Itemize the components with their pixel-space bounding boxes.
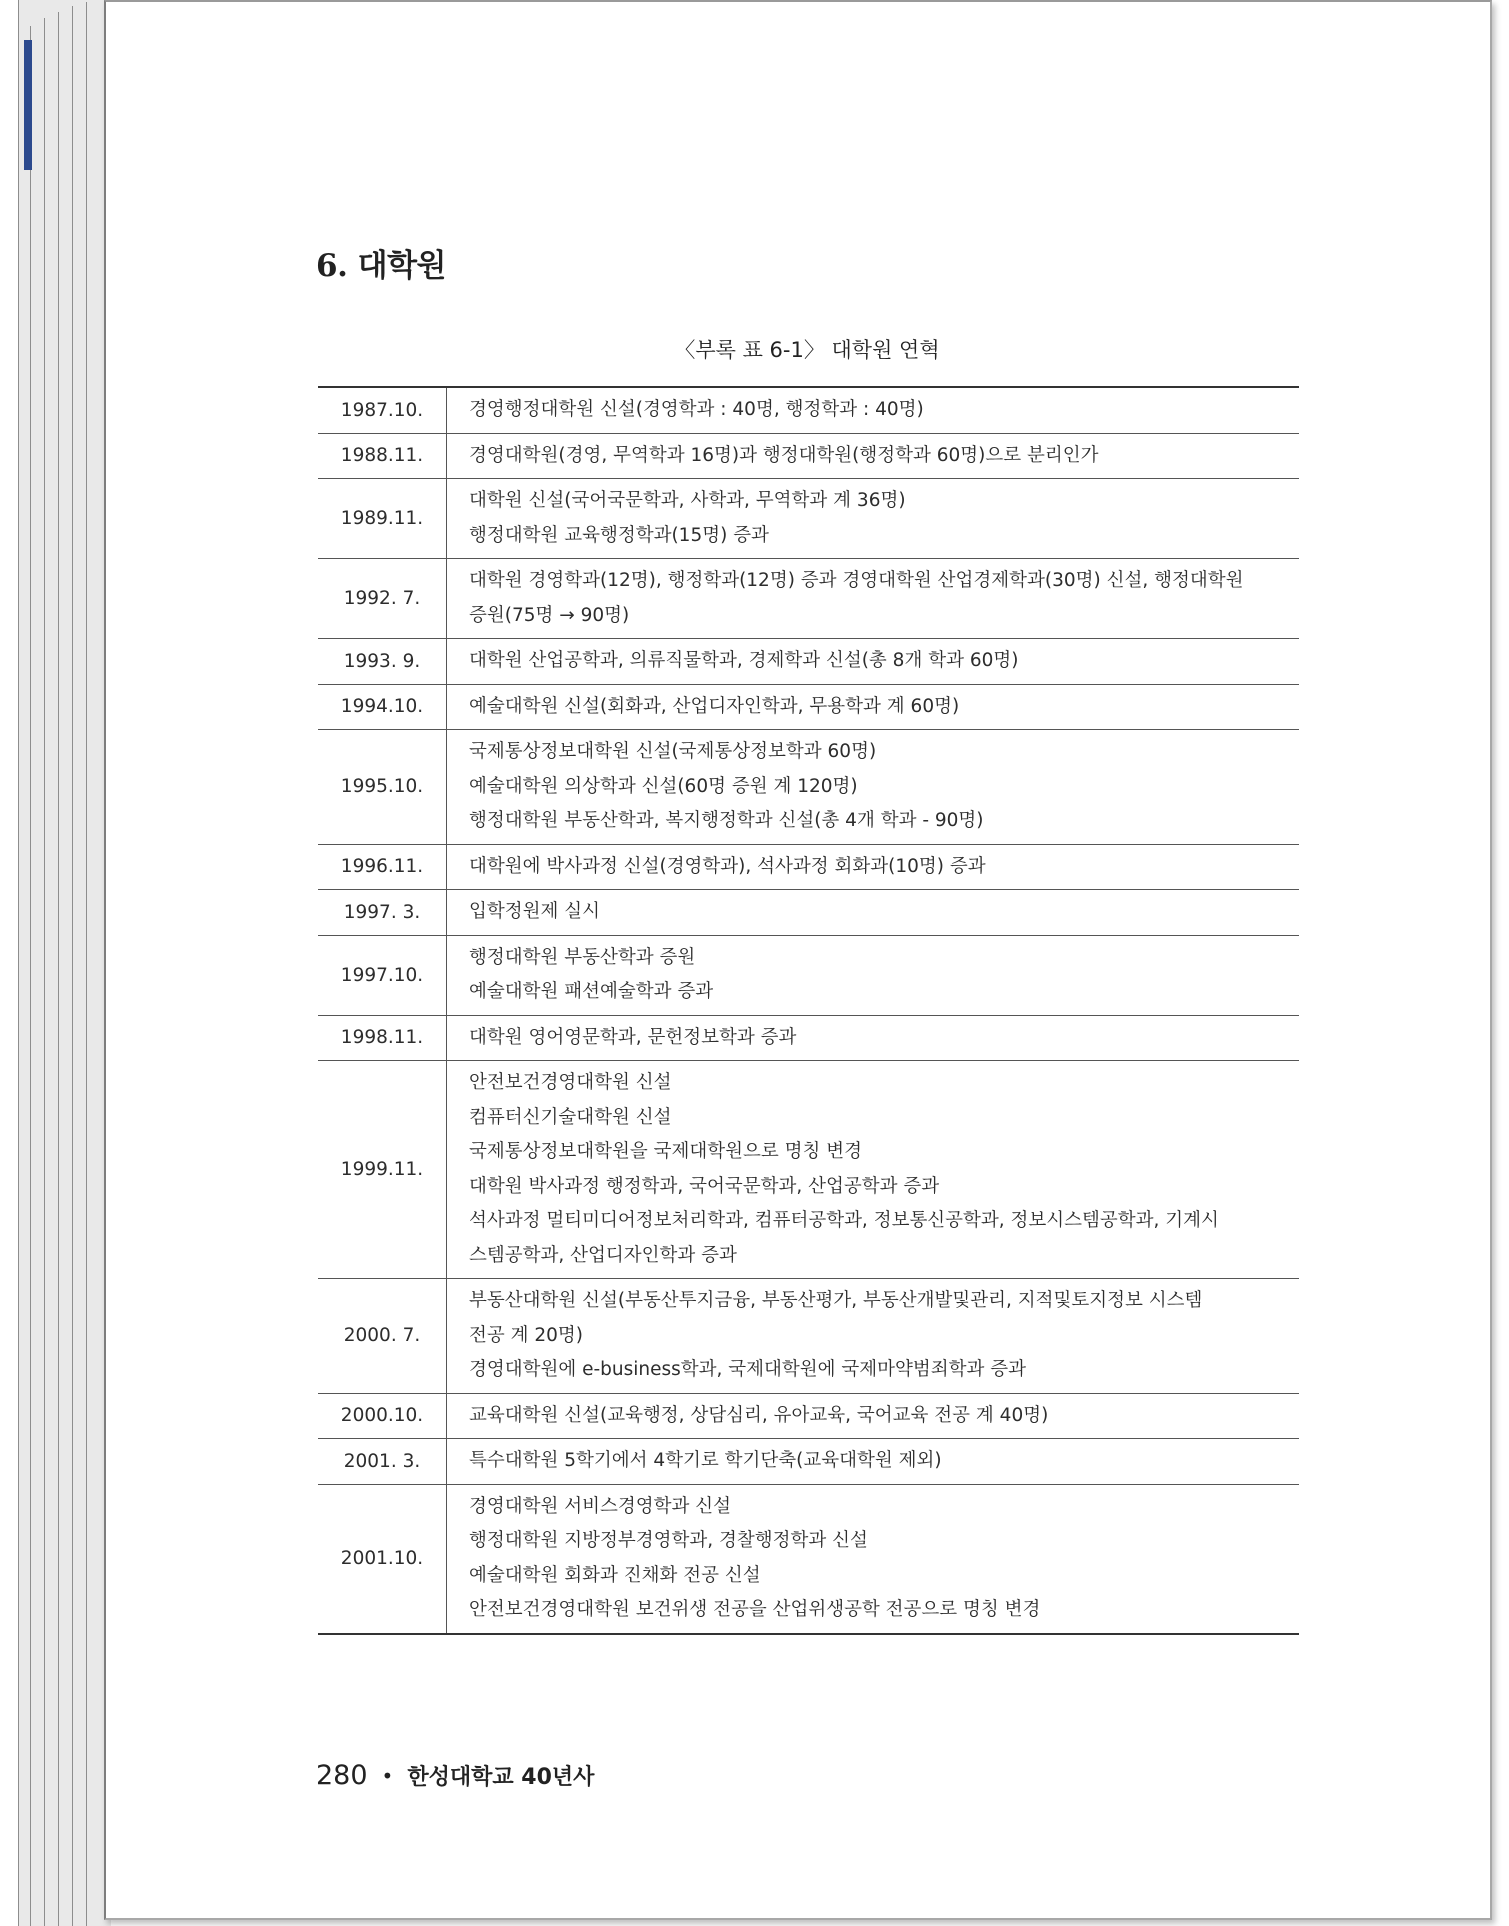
table-row	[318, 639, 1299, 685]
event-cell	[447, 730, 1300, 845]
date-cell: 2000.10.	[318, 1393, 447, 1439]
spine-marker	[24, 40, 32, 170]
table-row	[318, 890, 1299, 936]
table-row	[318, 387, 1299, 433]
event-line: 예술대학원 의상학과 신설(60명 증원 계 120명)	[469, 775, 858, 797]
date-cell: 1995.10.	[318, 730, 447, 845]
graduate-school-history-table	[318, 386, 1299, 1635]
event-line: 교육대학원 신설(교육행정, 상담심리, 유아교육, 국어교육 전공 계 40명)	[469, 1404, 1049, 1426]
event-cell	[447, 1439, 1300, 1485]
date-cell: 2000. 7.	[318, 1279, 447, 1394]
event-line: 국제통상정보대학원을 국제대학원으로 명칭 변경	[469, 1141, 862, 1162]
event-line: 행정대학원 교육행정학과(15명) 증과	[469, 524, 769, 546]
event-line: 행정대학원 부동산학과 증원	[469, 946, 696, 968]
event-cell	[447, 844, 1300, 890]
event-line: 경영대학원(경영, 무역학과 16명)과 행정대학원(행정학과 60명)으로 분리인가	[469, 444, 1099, 466]
event-line: 증원(75명 → 90명)	[469, 604, 630, 626]
date-cell: 1988.11.	[318, 433, 447, 479]
event-line: 경영행정대학원 신설(경영학과 : 40명, 행정학과 : 40명)	[469, 399, 924, 420]
date-cell: 1997. 3.	[318, 890, 447, 936]
section-heading: 6. 대학원	[316, 248, 446, 284]
event-line: 경영대학원에 e-business학과, 국제대학원에 국제마약범죄학과 증과	[469, 1359, 1026, 1380]
event-line: 행정대학원 부동산학과, 복지행정학과 신설(총 4개 학과 - 90명)	[469, 810, 984, 831]
event-line: 경영대학원 서비스경영학과 신설	[469, 1495, 731, 1517]
table-row	[318, 433, 1299, 479]
table-row	[318, 684, 1299, 730]
date-cell: 1987.10.	[318, 387, 447, 433]
book-title: 한성대학교 40년사	[407, 1765, 595, 1790]
event-cell	[447, 433, 1300, 479]
footer-separator: •	[381, 1763, 394, 1788]
event-line: 대학원 박사과정 행정학과, 국어국문학과, 산업공학과 증과	[469, 1175, 940, 1197]
date-cell: 1992. 7.	[318, 559, 447, 639]
date-cell: 1994.10.	[318, 684, 447, 730]
date-cell: 1997.10.	[318, 935, 447, 1015]
book-page-stack	[0, 0, 110, 1926]
event-cell	[447, 639, 1300, 685]
date-cell: 2001. 3.	[318, 1439, 447, 1485]
date-cell: 2001.10.	[318, 1484, 447, 1634]
event-line: 스템공학과, 산업디자인학과 증과	[469, 1244, 737, 1266]
event-cell	[447, 479, 1300, 559]
event-line: 예술대학원 패션예술학과 증과	[469, 981, 714, 1002]
event-line: 행정대학원 지방정부경영학과, 경찰행정학과 신설	[469, 1530, 868, 1551]
event-line: 안전보건경영대학원 신설	[469, 1072, 672, 1093]
table-row	[318, 730, 1299, 845]
event-line: 특수대학원 5학기에서 4학기로 학기단축(교육대학원 제외)	[469, 1450, 942, 1471]
document-page	[104, 0, 1492, 1920]
table-row	[318, 1393, 1299, 1439]
table-row	[318, 1015, 1299, 1061]
event-cell	[447, 1015, 1300, 1061]
date-cell: 1989.11.	[318, 479, 447, 559]
event-line: 대학원 영어영문학과, 문헌정보학과 증과	[469, 1026, 797, 1048]
page-footer	[316, 1760, 594, 1791]
event-line: 대학원 경영학과(12명), 행정학과(12명) 증과 경영대학원 산업경제학과(30명) 신설, 행정대학원	[469, 570, 1244, 591]
event-cell	[447, 387, 1300, 433]
table-row	[318, 559, 1299, 639]
event-line: 전공 계 20명)	[469, 1324, 584, 1346]
date-cell: 1996.11.	[318, 844, 447, 890]
date-cell: 1998.11.	[318, 1015, 447, 1061]
event-line: 예술대학원 회화과 진채화 전공 신설	[469, 1564, 761, 1586]
event-line: 컴퓨터신기술대학원 신설	[469, 1106, 672, 1128]
table-row	[318, 479, 1299, 559]
event-line: 안전보건경영대학원 보건위생 전공을 산업위생공학 전공으로 명칭 변경	[469, 1599, 1041, 1620]
event-line: 대학원에 박사과정 신설(경영학과), 석사과정 회화과(10명) 증과	[469, 855, 986, 877]
event-line: 대학원 산업공학과, 의류직물학과, 경제학과 신설(총 8개 학과 60명)	[469, 650, 1019, 671]
event-cell	[447, 1484, 1300, 1634]
event-line: 석사과정 멀티미디어정보처리학과, 컴퓨터공학과, 정보통신공학과, 정보시스템공학과, 기계시	[469, 1210, 1219, 1231]
event-line: 예술대학원 신설(회화과, 산업디자인학과, 무용학과 계 60명)	[469, 695, 960, 717]
event-cell	[447, 559, 1300, 639]
date-cell: 1993. 9.	[318, 639, 447, 685]
event-cell	[447, 890, 1300, 936]
event-line: 대학원 신설(국어국문학과, 사학과, 무역학과 계 36명)	[469, 490, 906, 511]
date-cell: 1999.11.	[318, 1061, 447, 1279]
table-caption: 〈부록 표 6-1〉 대학원 연혁	[674, 338, 940, 362]
table-row	[318, 935, 1299, 1015]
table-row	[318, 1061, 1299, 1279]
event-line: 입학정원제 실시	[469, 901, 600, 922]
event-cell	[447, 1061, 1300, 1279]
table-row	[318, 1279, 1299, 1394]
table-row	[318, 1484, 1299, 1634]
event-cell	[447, 684, 1300, 730]
table-row	[318, 1439, 1299, 1485]
page-number: 280	[316, 1760, 368, 1791]
event-cell	[447, 1279, 1300, 1394]
event-cell	[447, 1393, 1300, 1439]
event-cell	[447, 935, 1300, 1015]
event-line: 국제통상정보대학원 신설(국제통상정보학과 60명)	[469, 741, 877, 762]
event-line: 부동산대학원 신설(부동산투지금융, 부동산평가, 부동산개발및관리, 지적및토지정보 시스템	[469, 1290, 1203, 1311]
table-row	[318, 844, 1299, 890]
